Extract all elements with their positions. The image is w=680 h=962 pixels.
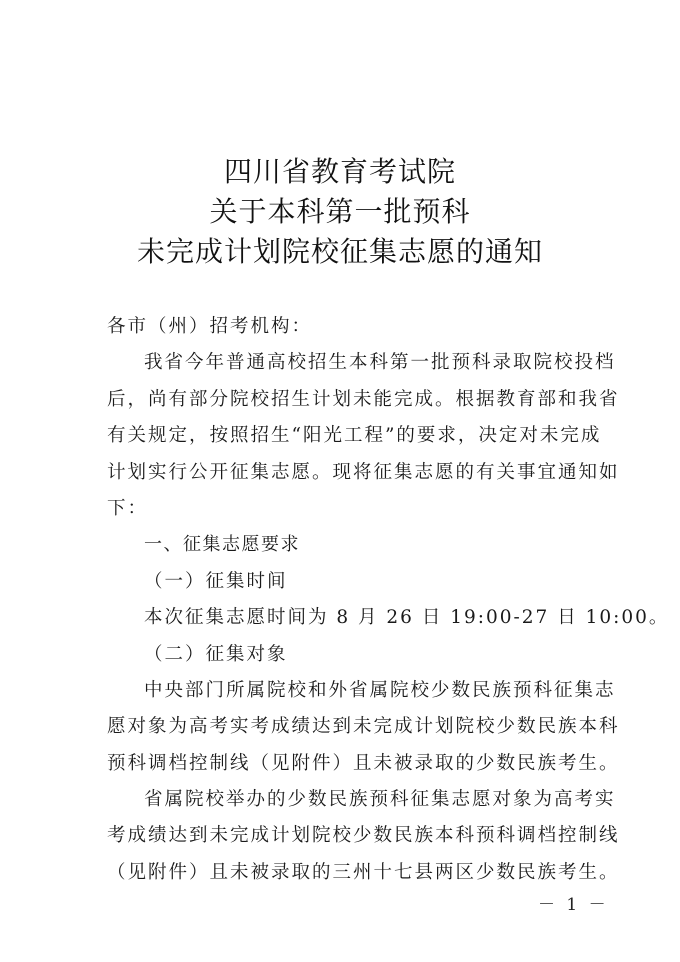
- page-number: － 1 －: [538, 895, 609, 915]
- document-body: [107, 309, 670, 891]
- subsection-heading-target: （二）征集对象: [144, 643, 288, 665]
- intro-line-3: 有关规定，按照招生“阳光工程”的要求，决定对未完成: [107, 425, 602, 447]
- salutation: 各市（州）招考机构：: [107, 316, 313, 337]
- title-line-3: 未完成计划院校征集志愿的通知: [136, 235, 543, 268]
- title-line-1: 四川省教育考试院: [223, 155, 456, 188]
- intro-line-5: 下：: [107, 497, 149, 519]
- section-heading: 一、征集志愿要求: [144, 534, 300, 556]
- target-para2-line-2: 考成绩达到未完成计划院校少数民族本科预科调档控制线: [107, 825, 620, 847]
- document-title: [0, 152, 680, 272]
- target-para2-line-1: 省属院校举办的少数民族预科征集志愿对象为高考实: [144, 789, 616, 811]
- title-line-2: 关于本科第一批预科: [209, 195, 471, 228]
- intro-line-1: 我省今年普通高校招生本科第一批预科录取院校投档: [144, 352, 616, 374]
- target-para1-line-1: 中央部门所属院校和外省属院校少数民族预科征集志: [144, 679, 616, 701]
- target-para2-line-3: （见附件）且未被录取的三州十七县两区少数民族考生。: [107, 861, 620, 883]
- collection-time-text: 本次征集志愿时间为 8 月 26 日 19:00-27 日 10:00。: [144, 607, 670, 629]
- target-para1-line-2: 愿对象为高考实考成绩达到未完成计划院校少数民族本科: [107, 716, 620, 738]
- target-para1-line-3: 预科调档控制线（见附件）且未被录取的少数民族考生。: [107, 752, 620, 774]
- intro-line-2: 后，尚有部分院校招生计划未能完成。根据教育部和我省: [107, 388, 620, 410]
- subsection-heading-time: （一）征集时间: [144, 570, 288, 592]
- intro-line-4: 计划实行公开征集志愿。现将征集志愿的有关事宜通知如: [107, 461, 620, 483]
